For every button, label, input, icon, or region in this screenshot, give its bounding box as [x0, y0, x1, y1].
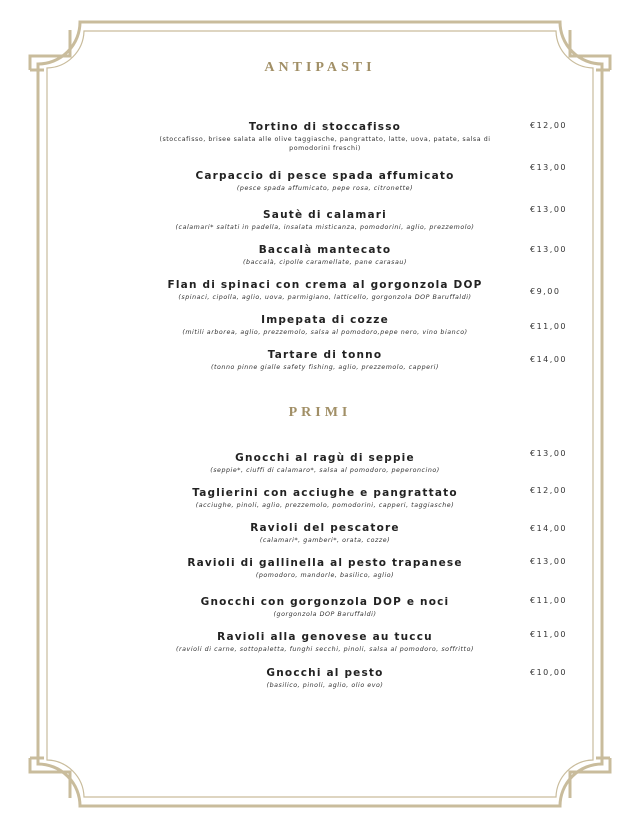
- item-name: Impepata di cozze: [261, 314, 389, 326]
- item-price: €11,00: [530, 322, 567, 331]
- menu-item: [140, 596, 510, 619]
- item-price: €10,00: [530, 668, 567, 677]
- item-price: €14,00: [530, 355, 567, 364]
- menu-item: [140, 452, 510, 475]
- menu-item: [140, 121, 510, 153]
- item-price: €13,00: [530, 205, 567, 214]
- item-price: €14,00: [530, 524, 567, 533]
- menu-item: [140, 557, 510, 580]
- item-price: €13,00: [530, 449, 567, 458]
- section-title-primi: PRIMI: [288, 405, 352, 420]
- item-name: Ravioli del pescatore: [250, 522, 400, 534]
- menu-item: [140, 279, 510, 302]
- menu-item: [140, 631, 510, 654]
- menu-item: [140, 349, 510, 372]
- item-name: Baccalà mantecato: [258, 244, 392, 256]
- item-description: (tonno pinne gialle safety fishing, aglio, prezzemolo, capperi): [211, 364, 439, 371]
- item-name: Tortino di stoccafisso: [248, 121, 402, 133]
- item-name: Gnocchi con gorgonzola DOP e noci: [200, 596, 450, 608]
- item-description: (ravioli di carne, sottopaletta, funghi secchi, pinoli, salsa al pomodoro, soffritto): [176, 646, 474, 653]
- item-description: (basilico, pinoli, aglio, olio evo): [266, 682, 384, 689]
- item-description: (seppie*, ciuffi di calamaro*, salsa al pomodoro, peperoncino): [210, 467, 440, 474]
- item-description: (stoccafisso, brisee salata alle olive taggiasche, pangrattato, latte, uova, patate, salsa di pomodorini freschi): [159, 136, 491, 152]
- item-description: (mitili arborea, aglio, prezzemolo, salsa al pomodoro,pepe nero, vino bianco): [182, 329, 468, 336]
- item-price: €12,00: [530, 486, 567, 495]
- item-price: €13,00: [530, 163, 567, 172]
- item-description: (spinaci, cipolla, aglio, uova, parmigiano, latticello, gorgonzola DOP Baruffaldi): [178, 294, 472, 301]
- item-price: €13,00: [530, 245, 567, 254]
- item-name: Gnocchi al ragù di seppie: [235, 452, 415, 464]
- menu-item: [140, 522, 510, 545]
- menu-item: [140, 209, 510, 232]
- menu-item: [140, 244, 510, 267]
- item-description: (calamari*, gamberi*, orata, cozze): [259, 537, 391, 544]
- menu-item: [140, 487, 510, 510]
- item-name: Ravioli di gallinella al pesto trapanese: [187, 557, 463, 569]
- item-description: (baccalà, cipolle caramellate, pane carasau): [243, 259, 407, 266]
- menu-item: [140, 170, 510, 193]
- item-name: Carpaccio di pesce spada affumicato: [195, 170, 455, 182]
- item-description: (calamari* saltati in padella, insalata misticanza, pomodorini, aglio, prezzemolo): [175, 224, 475, 231]
- menu-item: [140, 667, 510, 690]
- item-name: Taglierini con acciughe e pangrattato: [192, 487, 458, 499]
- item-description: (gorgonzola DOP Baruffaldi): [273, 611, 377, 618]
- item-price: €12,00: [530, 121, 567, 130]
- item-price: €13,00: [530, 557, 567, 566]
- item-price: €9,00: [530, 287, 561, 296]
- menu-item: [140, 314, 510, 337]
- item-name: Ravioli alla genovese au tuccu: [217, 631, 433, 643]
- item-name: Gnocchi al pesto: [266, 667, 384, 679]
- section-title-antipasti: ANTIPASTI: [264, 60, 376, 75]
- item-description: (acciughe, pinoli, aglio, prezzemolo, pomodorini, capperi, taggiasche): [195, 502, 455, 509]
- item-description: (pomodoro, mandorle, basilico, aglio): [255, 572, 395, 579]
- item-name: Sautè di calamari: [263, 209, 387, 221]
- item-price: €11,00: [530, 630, 567, 639]
- item-name: Flan di spinaci con crema al gorgonzola DOP: [167, 279, 483, 291]
- item-price: €11,00: [530, 596, 567, 605]
- item-name: Tartare di tonno: [267, 349, 383, 361]
- item-description: (pesce spada affumicato, pepe rosa, citronette): [236, 185, 414, 192]
